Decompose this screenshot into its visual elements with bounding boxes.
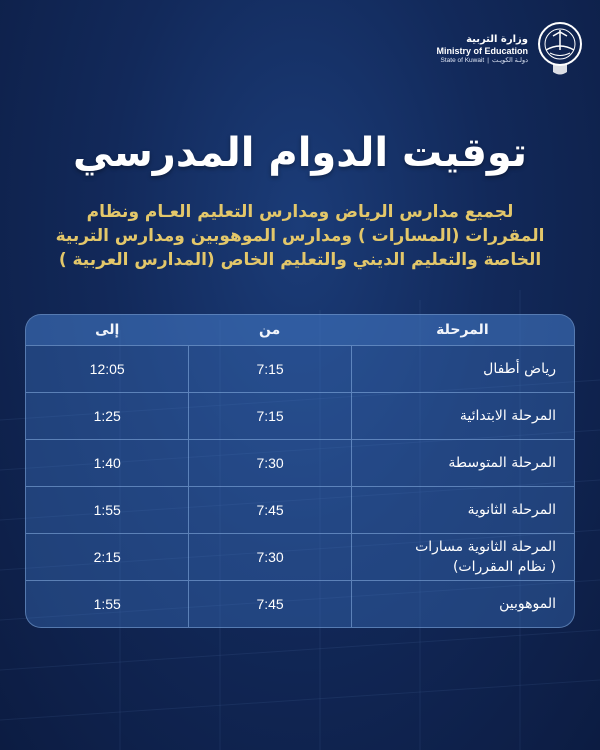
table-row xyxy=(26,392,574,439)
stage-cell xyxy=(351,440,574,486)
from-time: 7:45 xyxy=(188,581,350,627)
to-time: 12:05 xyxy=(89,361,125,377)
ministry-logo xyxy=(436,18,584,80)
table-header xyxy=(26,315,574,345)
from-time: 7:45 xyxy=(188,487,350,533)
ministry-name-english: Ministry of Education xyxy=(436,45,528,56)
to-time: 1:55 xyxy=(93,502,121,518)
from-time: 7:15 xyxy=(188,393,350,439)
page-title: توقيت الدوام المدرسي xyxy=(72,130,528,176)
header-stage: المرحلة xyxy=(436,322,489,338)
from-time: 7:30 xyxy=(188,440,350,486)
stage-label: المرحلة الثانوية مسارات xyxy=(415,539,556,555)
subtitle-line: لجميع مدارس الرياض ومدارس التعليم العـام ونظام xyxy=(86,202,514,222)
table-row xyxy=(26,486,574,533)
kuwait-emblem-icon xyxy=(536,20,584,78)
table-row xyxy=(26,439,574,486)
stage-cell xyxy=(351,581,574,627)
stage-label-note: ( نظام المقررات) xyxy=(452,559,556,575)
state-ar: دولـة الكويـت xyxy=(491,56,528,64)
schedule-table xyxy=(25,314,575,628)
subtitle xyxy=(40,200,560,272)
stage-label: رياض أطفال xyxy=(483,361,556,377)
to-time: 2:15 xyxy=(93,549,121,565)
to-time: 1:25 xyxy=(93,408,121,424)
subtitle-line: المقررات (المسارات ) ومدارس الموهوبين ومدارس التربية xyxy=(55,226,545,246)
stage-cell xyxy=(351,487,574,533)
stage-label: الموهوبين xyxy=(499,596,556,612)
ministry-name-arabic: وزارة التربية xyxy=(466,33,528,45)
state-label: State of Kuwait | دولـة الكويـت xyxy=(440,56,528,64)
stage-cell xyxy=(351,534,574,580)
table-row xyxy=(26,533,574,580)
stage-cell xyxy=(351,346,574,392)
stage-label: المرحلة الثانوية xyxy=(467,502,556,518)
from-time: 7:15 xyxy=(188,346,350,392)
state-en: State of Kuwait xyxy=(440,56,485,64)
stage-cell xyxy=(351,393,574,439)
table-row xyxy=(26,345,574,392)
stage-label: المرحلة المتوسطة xyxy=(448,455,556,471)
to-time: 1:55 xyxy=(93,596,121,612)
table-row xyxy=(26,580,574,627)
header-to: إلى xyxy=(95,322,120,338)
subtitle-line: الخاصة والتعليم الديني والتعليم الخاص (المدارس العربية ) xyxy=(58,250,542,270)
header-from: من xyxy=(258,322,281,338)
to-time: 1:40 xyxy=(93,455,121,471)
from-time: 7:30 xyxy=(188,534,350,580)
stage-label: المرحلة الابتدائية xyxy=(459,408,556,424)
